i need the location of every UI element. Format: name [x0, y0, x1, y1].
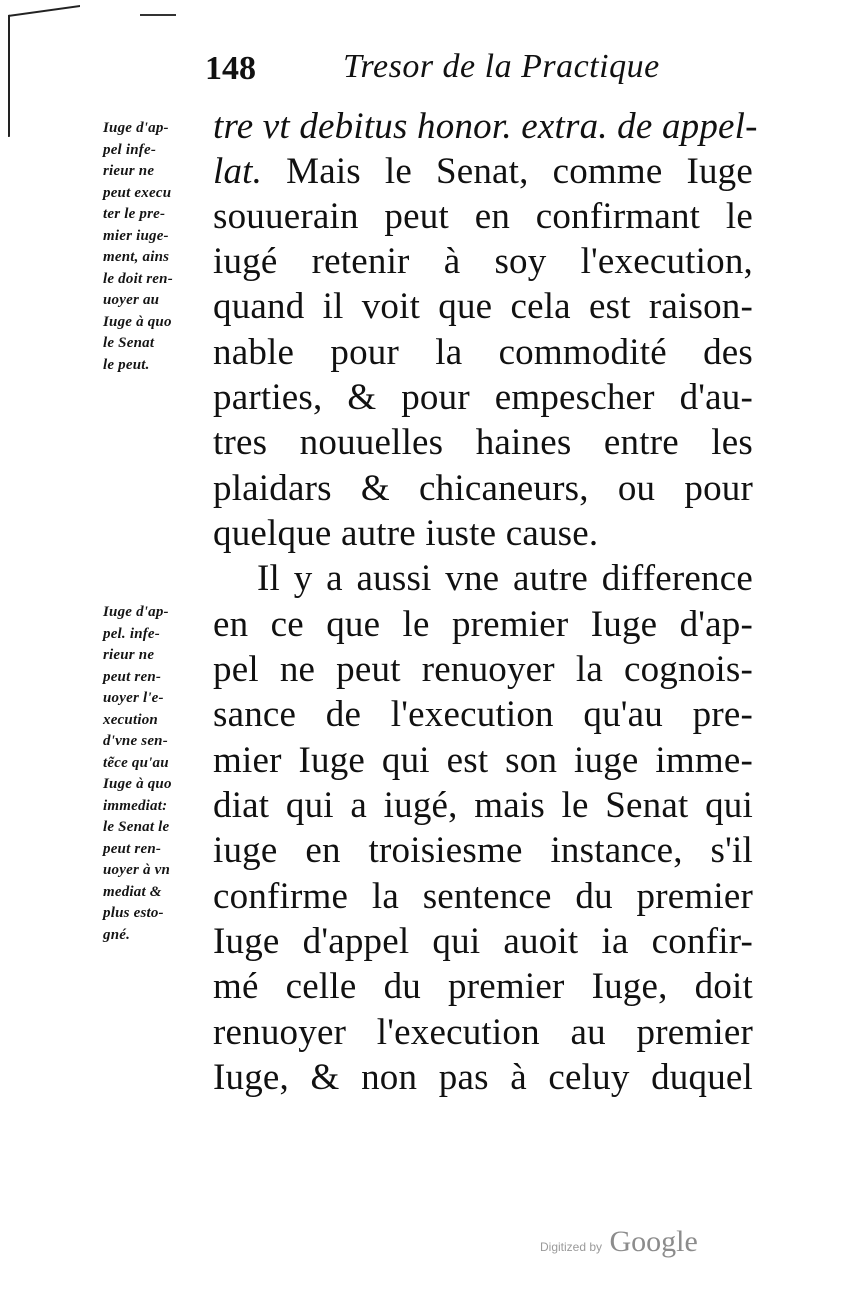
body-line: quelque autre iuste cause. — [213, 513, 599, 554]
digitized-watermark — [540, 1225, 698, 1259]
margin-note-line: le Senat le — [103, 819, 170, 835]
margin-note-line: le peut. — [103, 356, 150, 373]
body-line: en ce que le premier Iuge d'ap- — [213, 604, 753, 645]
margin-note-line: peut ren- — [103, 668, 162, 685]
body-line: nable pour la commodité des — [213, 332, 753, 373]
margin-note-line: gné. — [103, 926, 131, 943]
body-line: parties, & pour empescher d'au- — [213, 377, 753, 418]
margin-note-line: tẽce qu'au — [103, 754, 169, 771]
margin-note-line: xecution — [103, 711, 158, 728]
margin-note-line: mediat & — [103, 883, 162, 900]
margin-note-line: pel infe- — [103, 141, 157, 158]
page-number: 148 — [205, 50, 256, 87]
body-line: plaidars & chicaneurs, ou pour — [213, 468, 753, 509]
paragraph-first-line: Il y a aussi vne autre difference — [257, 558, 753, 599]
body-line: pel ne peut renuoyer la cognois- — [213, 649, 753, 690]
margin-note-line: Iuge d'ap- — [103, 120, 169, 136]
margin-note-line: ter le pre- — [103, 206, 166, 222]
body-line: lat. Mais le Senat, comme Iuge — [213, 151, 753, 192]
body-line: confirme la sentence du premier — [213, 876, 753, 917]
body-line: Iuge d'appel qui auoit ia confir- — [213, 921, 753, 962]
margin-note-line: immediat: — [103, 797, 168, 814]
margin-note-line: uoyer à vn — [103, 862, 170, 878]
body-line: quand il voit que cela est raison- — [213, 286, 753, 327]
body-line: tre vt debitus honor. extra. de appel- — [213, 106, 758, 147]
body-line: mé celle du premier Iuge, doit — [213, 966, 753, 1007]
margin-note-line: Iuge à quo — [103, 313, 172, 330]
page-corner-mark — [8, 5, 80, 137]
margin-note-line: uoyer au — [103, 292, 160, 308]
page-scan-dash — [140, 14, 176, 16]
body-line: sance de l'execution qu'au pre- — [213, 694, 753, 735]
margin-note-line: le Senat — [103, 335, 155, 351]
body-line: iuge en troisiesme instance, s'il — [213, 830, 753, 871]
margin-note-line: uoyer l'e- — [103, 690, 164, 706]
margin-note-line: le doit ren- — [103, 270, 173, 287]
page-header — [195, 48, 675, 98]
body-line: iugé retenir à soy l'execution, — [213, 241, 753, 282]
body-line: mier Iuge qui est son iuge imme- — [213, 740, 753, 781]
watermark-prefix: Digitized by — [540, 1240, 603, 1254]
margin-note-line: plus esto- — [103, 905, 164, 921]
google-logo: Google — [609, 1225, 698, 1258]
margin-note-line: rieur ne — [103, 647, 155, 663]
body-line: renuoyer l'execution au premier — [213, 1012, 753, 1053]
margin-note-line: mier iuge- — [103, 227, 169, 244]
margin-note-line: Iuge à quo — [103, 776, 172, 792]
margin-note-1 — [103, 118, 215, 376]
body-line: diat qui a iugé, mais le Senat qui — [213, 785, 753, 826]
margin-note-line: pel. infe- — [103, 625, 160, 642]
margin-note-line: peut ren- — [103, 840, 162, 857]
margin-note-line: Iuge d'ap- — [103, 604, 169, 620]
margin-note-line: peut execu — [103, 184, 172, 201]
margin-note-line: ment, ains — [103, 249, 170, 265]
margin-note-2 — [103, 602, 215, 946]
body-line: Iuge, & non pas à celuy duquel — [213, 1057, 753, 1098]
body-line: souuerain peut en confirmant le — [213, 196, 753, 237]
margin-note-line: d'vne sen- — [103, 733, 168, 749]
margin-note-line: rieur ne — [103, 163, 155, 179]
running-title: Tresor de la Practique — [343, 48, 660, 85]
body-line: tres nouuelles haines entre les — [213, 422, 753, 463]
